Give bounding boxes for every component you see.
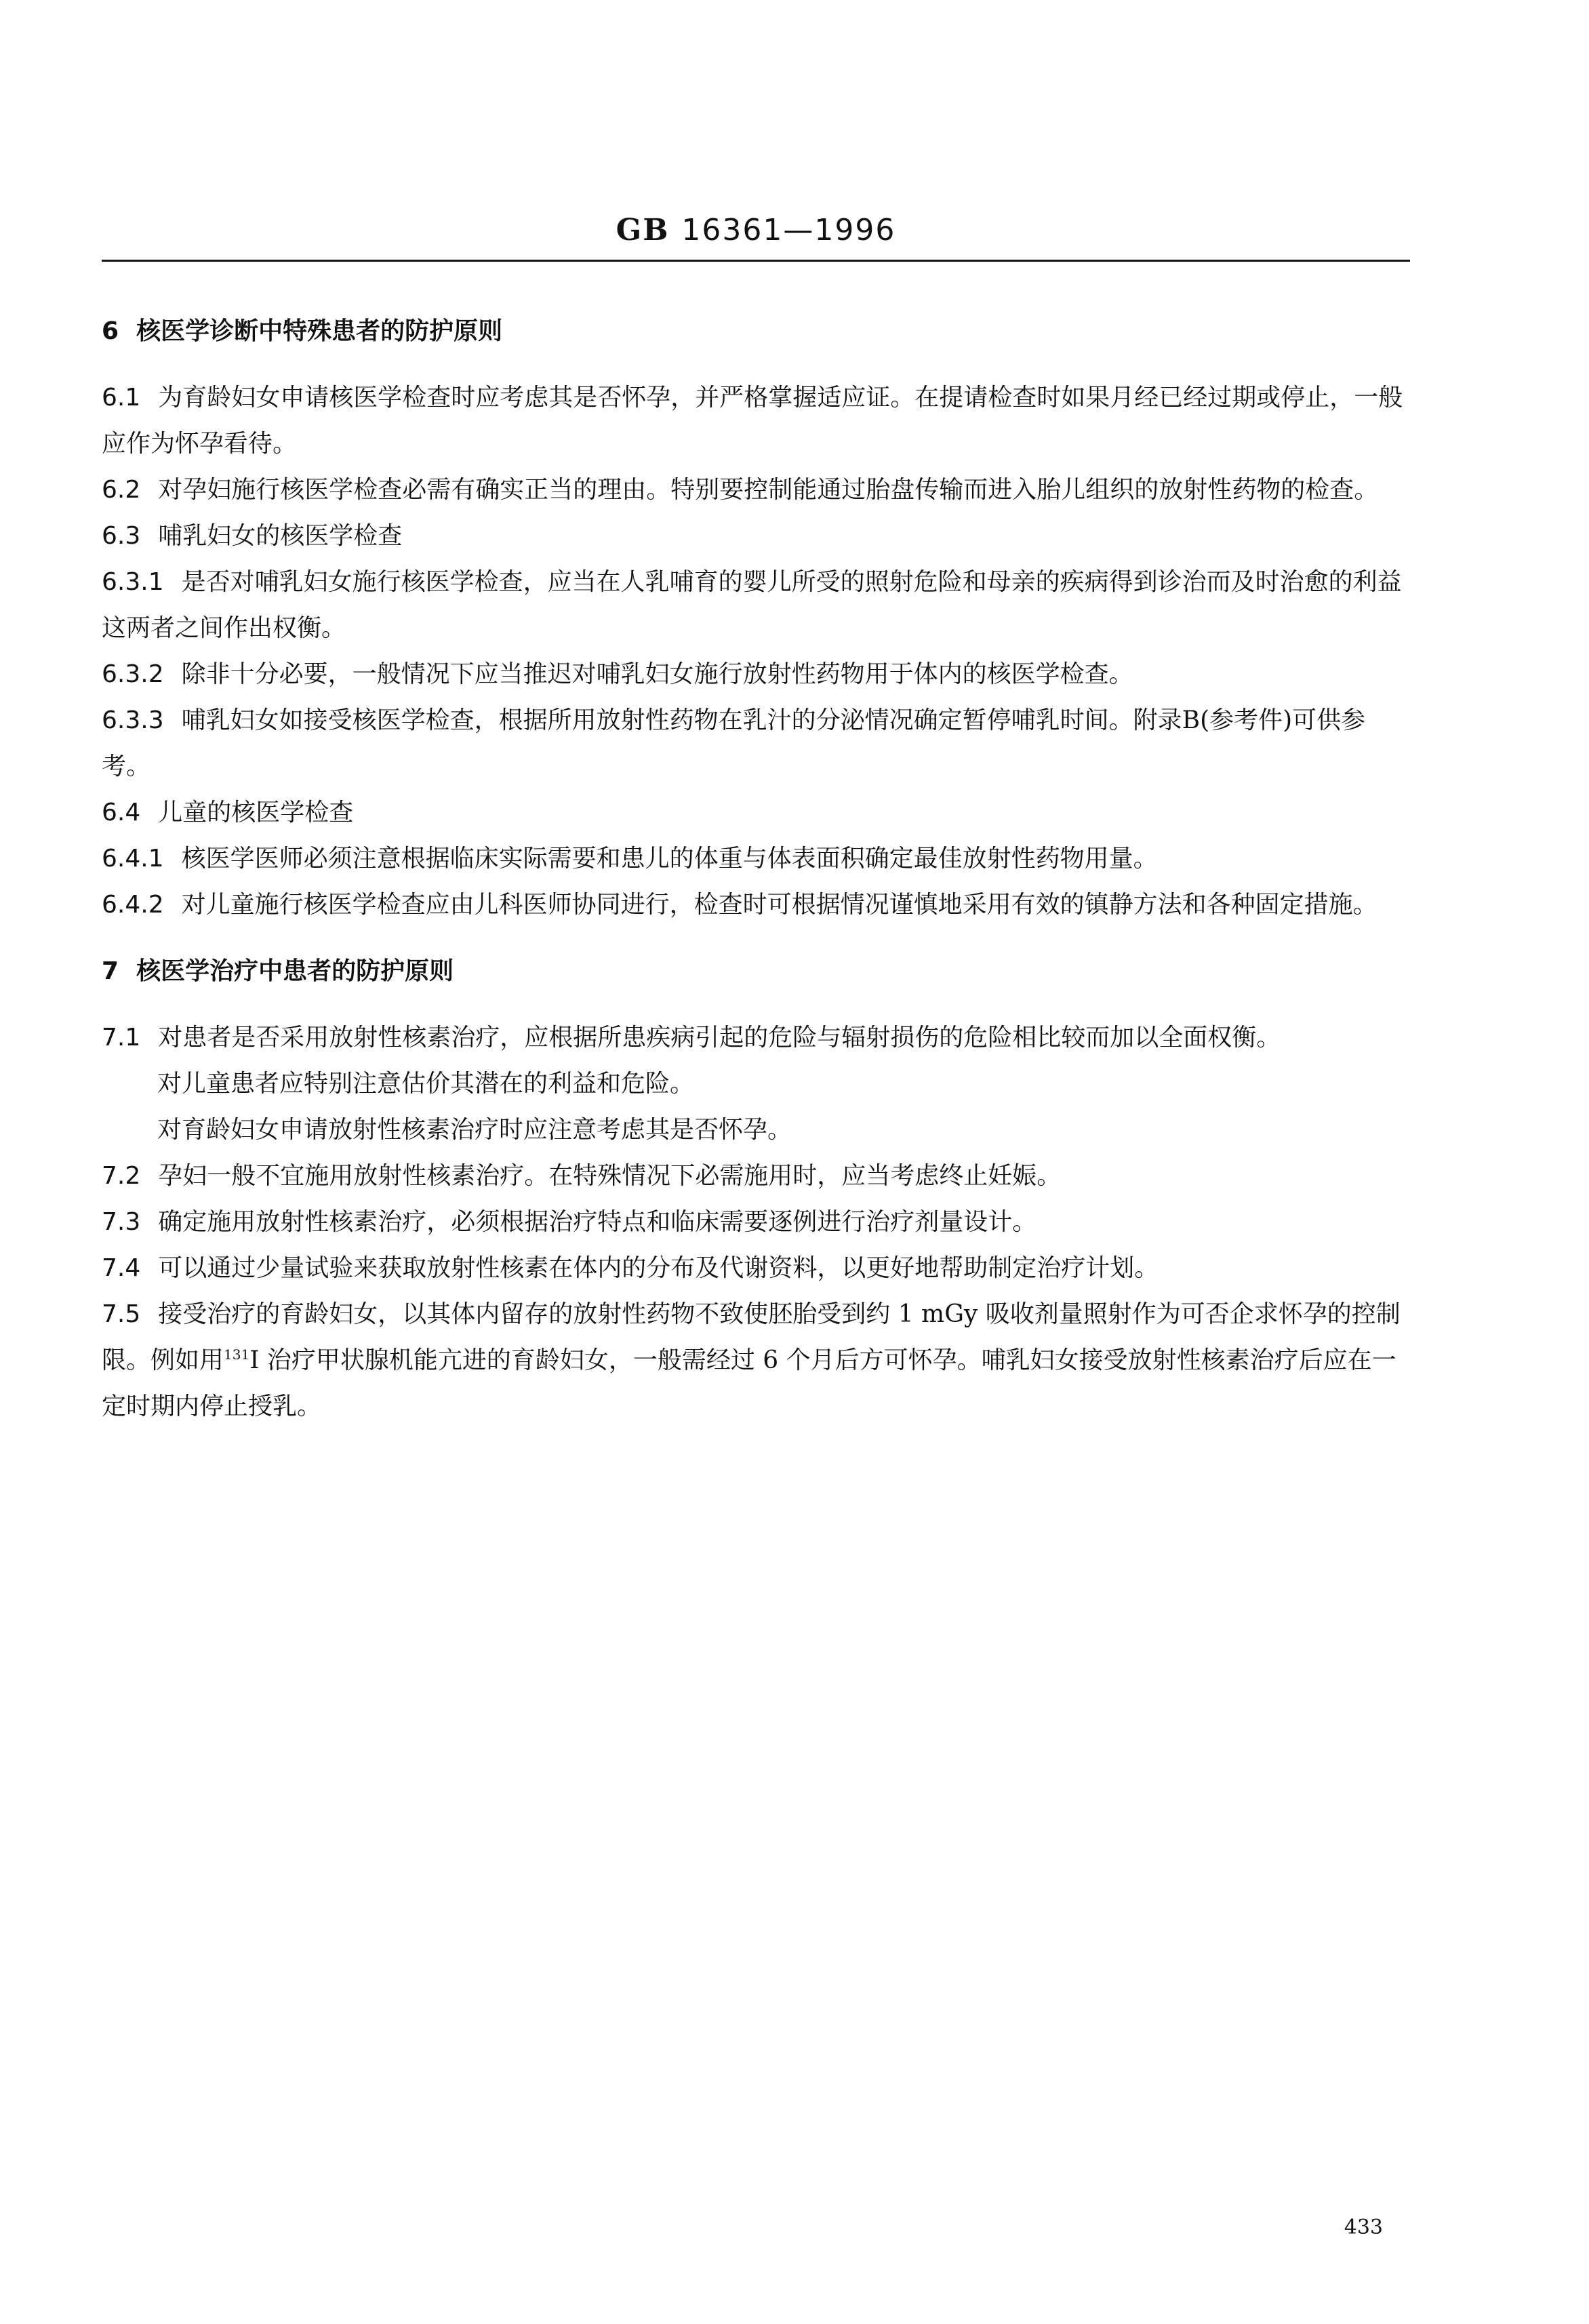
clause-number: 7.5: [102, 1300, 141, 1328]
document-body: [102, 308, 1410, 1430]
clause-number: 6.3: [102, 522, 141, 550]
clause-text-after: I 治疗甲状腺机能亢进的育龄妇女，一般需经过 6 个月后方可怀孕。哺乳妇女接受放射性核素治疗后应在一定时期内停止授乳。: [102, 1346, 1396, 1420]
standard-prefix: GB: [616, 213, 670, 247]
section-title: 核医学治疗中患者的防护原则: [136, 957, 454, 985]
clause-number: 6.3.1: [102, 568, 164, 596]
clause-text: 为育龄妇女申请核医学检查时应考虑其是否怀孕，并严格掌握适应证。在提请检查时如果月经已经过期或停止，一般应作为怀孕看待。: [102, 384, 1403, 458]
clause-text: 对儿童施行核医学检查应由儿科医师协同进行，检查时可根据情况谨慎地采用有效的镇静方法和各种固定措施。: [181, 891, 1377, 919]
clause-number: 6.2: [102, 476, 141, 504]
clause-text: 除非十分必要，一般情况下应当推迟对哺乳妇女施行放射性药物用于体内的核医学检查。: [181, 660, 1133, 688]
clause-7-1: [102, 1015, 1410, 1061]
clause-7-1-women-note: [102, 1107, 1410, 1153]
clause-6-4: [102, 790, 1410, 836]
clause-6-2: [102, 467, 1410, 513]
clause-number: 7.3: [102, 1208, 141, 1236]
clause-6-3-1: [102, 559, 1410, 652]
section-number: 7: [102, 957, 119, 985]
clause-text: 对孕妇施行核医学检查必需有确实正当的理由。特别要控制能通过胎盘传输而进入胎儿组织的放射性药物的检查。: [158, 476, 1379, 504]
standard-header: [102, 213, 1410, 247]
clause-text: 儿童的核医学检查: [158, 799, 354, 826]
clause-number: 6.4.2: [102, 891, 164, 919]
page-number: 433: [1344, 2216, 1383, 2239]
section-title: 核医学诊断中特殊患者的防护原则: [136, 317, 503, 345]
clause-6-1: [102, 375, 1410, 467]
clause-7-4: [102, 1245, 1410, 1291]
clause-6-3-2: [102, 652, 1410, 698]
clause-text: 可以通过少量试验来获取放射性核素在体内的分布及代谢资料，以更好地帮助制定治疗计划。: [158, 1254, 1159, 1282]
clause-number: 6.3.3: [102, 706, 164, 734]
clause-number: 6.4: [102, 799, 141, 826]
clause-7-1-children-note: [102, 1061, 1410, 1107]
header-rule: [102, 260, 1410, 262]
clause-6-4-1: [102, 836, 1410, 882]
section-number: 6: [102, 317, 119, 345]
clause-number: 7.1: [102, 1024, 141, 1051]
clause-number: 6.1: [102, 384, 141, 412]
clause-text: 核医学医师必须注意根据临床实际需要和患儿的体重与体表面积确定最佳放射性药物用量。: [181, 845, 1158, 873]
clause-6-3-3: [102, 698, 1410, 790]
clause-number: 7.2: [102, 1162, 141, 1190]
clause-number: 6.3.2: [102, 660, 164, 688]
standard-number: 16361—1996: [681, 213, 896, 247]
clause-7-2: [102, 1153, 1410, 1199]
clause-text: 孕妇一般不宜施用放射性核素治疗。在特殊情况下必需施用时，应当考虑终止妊娠。: [158, 1162, 1062, 1190]
clause-number: 6.4.1: [102, 845, 164, 873]
clause-7-3: [102, 1199, 1410, 1245]
clause-text: 对儿童患者应特别注意估价其潜在的利益和危险。: [157, 1070, 695, 1098]
clause-number: 7.4: [102, 1254, 141, 1282]
clause-text: 对育龄妇女申请放射性核素治疗时应注意考虑其是否怀孕。: [157, 1116, 792, 1144]
clause-text: 哺乳妇女的核医学检查: [158, 522, 403, 550]
clause-text: 是否对哺乳妇女施行核医学检查，应当在人乳哺育的婴儿所受的照射危险和母亲的疾病得到诊治而及时治愈的利益这两者之间作出权衡。: [102, 568, 1402, 642]
clause-text: 哺乳妇女如接受核医学检查，根据所用放射性药物在乳汁的分泌情况确定暂停哺乳时间。附录B(参考件)可供参考。: [102, 706, 1366, 780]
clause-text: 对患者是否采用放射性核素治疗，应根据所患疾病引起的危险与辐射损伤的危险相比较而加以全面权衡。: [158, 1024, 1281, 1051]
clause-text: 确定施用放射性核素治疗，必须根据治疗特点和临床需要逐例进行治疗剂量设计。: [158, 1208, 1037, 1236]
clause-6-3: [102, 513, 1410, 559]
section-heading-6: [102, 308, 1410, 355]
isotope-superscript: 131: [224, 1346, 250, 1363]
clause-7-5: [102, 1291, 1410, 1430]
clause-6-4-2: [102, 882, 1410, 928]
section-heading-7: [102, 948, 1410, 995]
clause-text-before: 接受治疗的育龄妇女，以其体内留存的放射性药物不致使胚胎受到约 1 mGy 吸收剂量照射作为可否企求怀孕的控制限。例如用: [102, 1300, 1401, 1374]
